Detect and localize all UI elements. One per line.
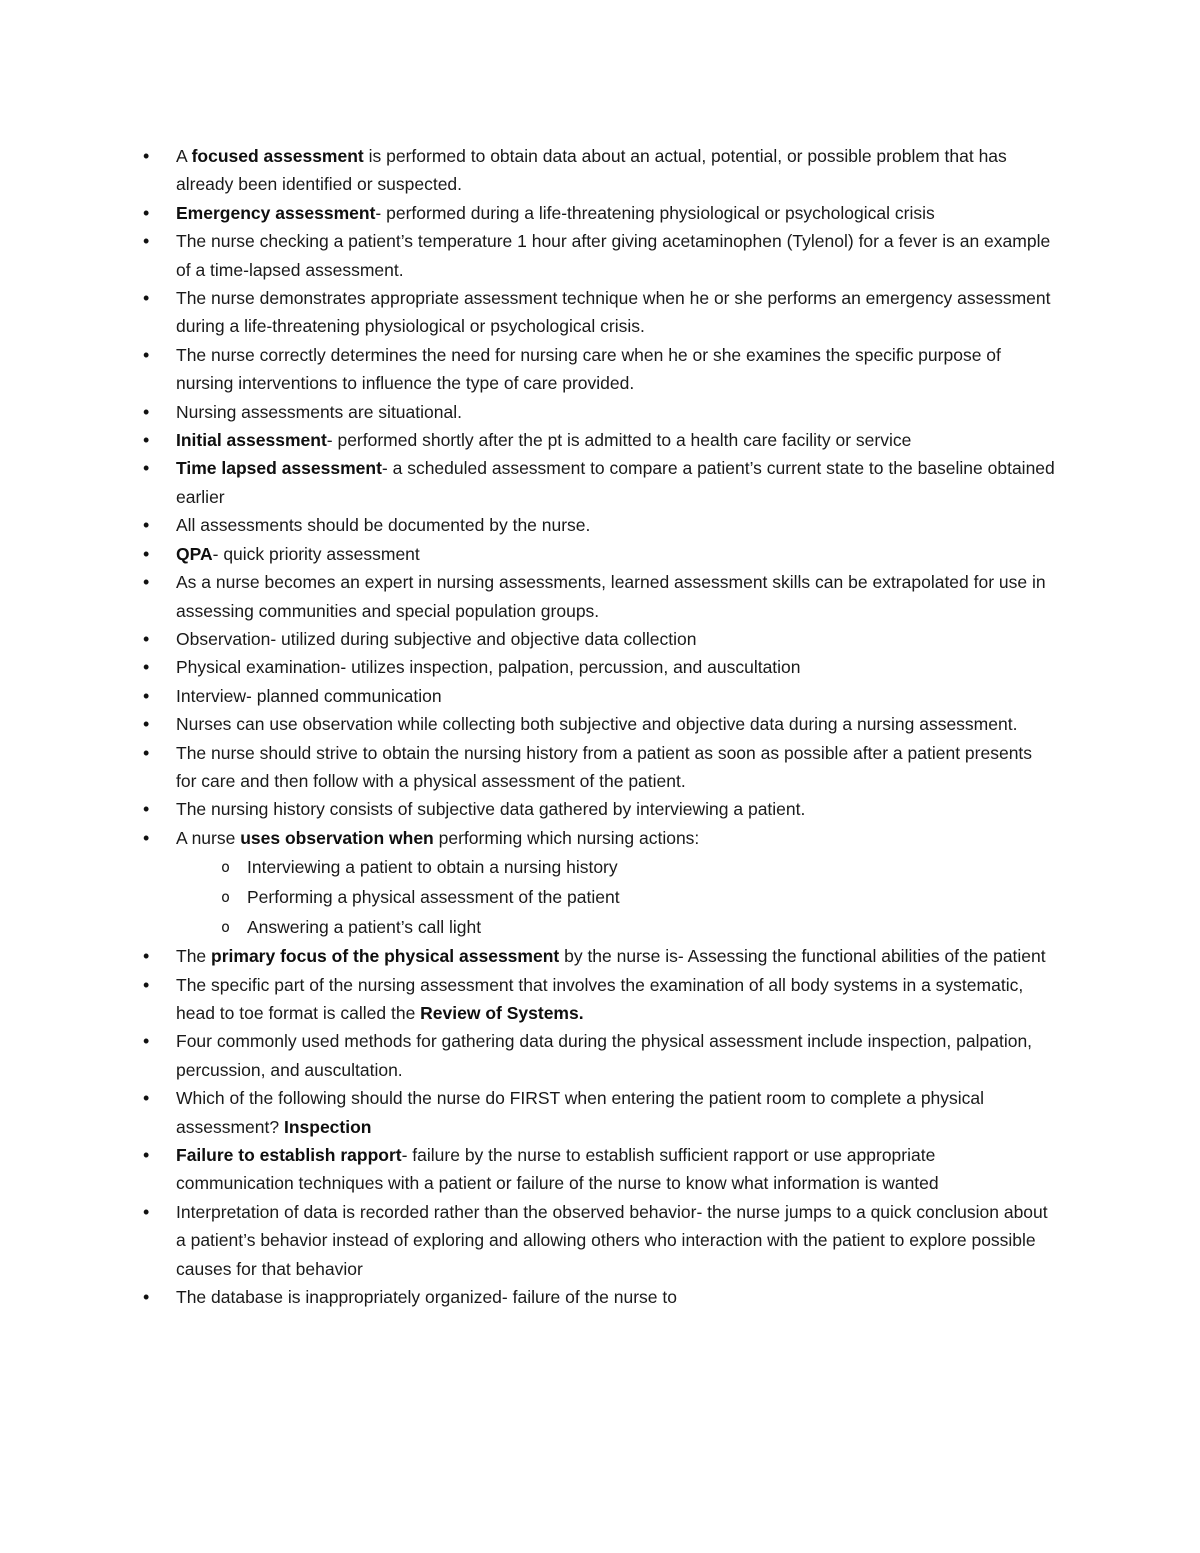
- item-bold-term: uses observation when: [240, 827, 434, 848]
- item-text: Interpretation of data is recorded rather than the observed behavior- the nurse jumps to a quick conclusion about a patient’s behavior instead of exploring and allowing others who interaction with the patient to explore possible causes for that behavior: [176, 1201, 1048, 1279]
- list-item: [176, 227, 1056, 284]
- item-text: The nurse correctly determines the need for nursing care when he or she examines the specific purpose of nursing interventions to influence the type of care provided.: [176, 344, 1001, 394]
- item-text: - performed shortly after the pt is admitted to a health care facility or service: [326, 430, 912, 451]
- item-text: - quick priority assessment: [212, 543, 420, 564]
- list-item: [176, 1198, 1056, 1283]
- sub-item-text: Performing a physical assessment of the patient: [247, 887, 620, 908]
- list-item: [176, 625, 1056, 653]
- list-item: [176, 540, 1056, 568]
- item-text: is performed to obtain data about an actual, potential, or possible problem that has already been identified or suspected.: [176, 146, 1007, 195]
- item-text: Four commonly used methods for gathering data during the physical assessment include inspection, palpation, percussion, and auscultation.: [176, 1031, 1033, 1080]
- item-bold-term: focused assessment: [191, 146, 364, 166]
- item-text: As a nurse becomes an expert in nursing assessments, learned assessment skills can be extrapolated for use in assessing communities and special population groups.: [176, 572, 1046, 621]
- list-item: [176, 1283, 1056, 1311]
- list-item: [176, 1027, 1056, 1084]
- list-item: [176, 426, 1056, 454]
- list-item: [176, 341, 1056, 398]
- item-bold-term: Time lapsed assessment: [176, 458, 382, 479]
- item-text: The nurse demonstrates appropriate assessment technique when he or she performs an emergency assessment during a life-threatening physiological or psychological crisis.: [176, 288, 1051, 337]
- item-text: A nurse: [176, 827, 241, 848]
- list-item: [176, 824, 1056, 942]
- item-text: Interview- planned communication: [176, 685, 442, 706]
- list-item: [176, 1084, 1056, 1141]
- item-text: The nurse should strive to obtain the nursing history from a patient as soon as possible after a patient presents for care and then follow with a physical assessment of the patient.: [176, 742, 1033, 791]
- sub-list-item: [247, 912, 1056, 942]
- nursing-actions-sublist: [176, 852, 1056, 942]
- item-text: - performed during a life-threatening physiological or psychological crisis: [375, 202, 935, 223]
- list-item: [176, 971, 1056, 1028]
- item-text: Which of the following should the nurse do FIRST when entering the patient room to complete a physical assessment?: [176, 1088, 985, 1137]
- item-bold-term: Review of Systems.: [420, 1002, 584, 1023]
- list-item: [176, 710, 1056, 738]
- item-text: - failure by the nurse to establish sufficient rapport or use appropriate communication techniques with a patient or failure of the nurse to know what information is wanted: [176, 1145, 939, 1194]
- item-text: Physical examination- utilizes inspection, palpation, percussion, and auscultation: [176, 657, 801, 678]
- item-bold-term: Inspection: [283, 1116, 372, 1137]
- list-item: [176, 568, 1056, 625]
- list-item: [176, 739, 1056, 796]
- item-text: performing which nursing actions:: [433, 827, 700, 848]
- sub-list-item: [247, 882, 1056, 912]
- list-item: [176, 795, 1056, 823]
- sub-item-text: Interviewing a patient to obtain a nursing history: [247, 857, 618, 878]
- list-item: [176, 511, 1056, 539]
- item-bold-term: Initial assessment: [176, 430, 327, 451]
- item-text: Nurses can use observation while collecting both subjective and objective data during a nursing assessment.: [176, 714, 1018, 735]
- list-item: [176, 284, 1056, 341]
- item-text: The nursing history consists of subjective data gathered by interviewing a patient.: [176, 799, 806, 820]
- item-text: - a scheduled assessment to compare a patient’s current state to the baseline obtained earlier: [176, 458, 1055, 507]
- item-text: Nursing assessments are situational.: [176, 401, 462, 422]
- item-bold-term: QPA: [176, 543, 213, 564]
- sub-item-text: Answering a patient’s call light: [247, 917, 482, 938]
- sub-list-item: [247, 852, 1056, 882]
- item-text: A: [176, 146, 192, 166]
- list-item: [176, 653, 1056, 681]
- item-text: The database is inappropriately organized- failure of the nurse to: [176, 1287, 677, 1308]
- list-item: [176, 142, 1056, 199]
- assessment-notes-list: [176, 142, 1056, 1311]
- item-text: All assessments should be documented by the nurse.: [176, 515, 591, 536]
- item-bold-term: primary focus of the physical assessment: [211, 946, 560, 967]
- item-text: The nurse checking a patient’s temperature 1 hour after giving acetaminophen (Tylenol) for a fever is an example of a time-lapsed assessment.: [176, 231, 1051, 280]
- list-item: [176, 199, 1056, 227]
- item-text: The: [176, 946, 212, 967]
- item-text: by the nurse is- Assessing the functional abilities of the patient: [559, 946, 1046, 967]
- item-text: The specific part of the nursing assessment that involves the examination of all body systems in a systematic, head to toe format is called the: [176, 974, 1024, 1023]
- item-text: Observation- utilized during subjective and objective data collection: [176, 628, 697, 649]
- item-bold-term: Failure to establish rapport: [176, 1145, 402, 1165]
- list-item: [176, 682, 1056, 710]
- list-item: [176, 1141, 1056, 1198]
- item-bold-term: Emergency assessment: [176, 202, 376, 223]
- list-item: [176, 398, 1056, 426]
- list-item: [176, 454, 1056, 511]
- list-item: [176, 942, 1056, 970]
